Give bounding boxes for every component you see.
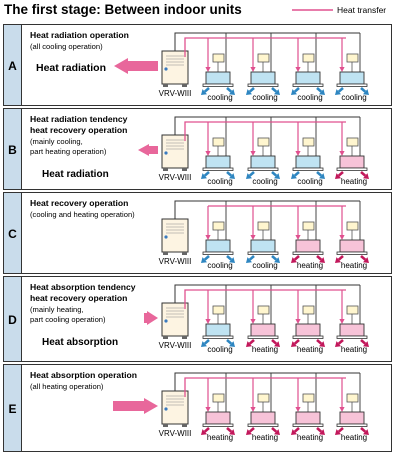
airflow-arrow-right-shaft bbox=[272, 256, 276, 260]
outdoor-unit-foot bbox=[182, 252, 187, 255]
airflow-arrow-left-shaft bbox=[205, 340, 209, 344]
mode-title: Heat absorption operation bbox=[30, 370, 137, 380]
indoor-unit-panel bbox=[293, 424, 323, 427]
remote-controller bbox=[347, 138, 358, 146]
airflow-arrow-right-shaft bbox=[272, 428, 276, 432]
heat-action-label: Heat radiation bbox=[36, 62, 107, 74]
indoor-unit bbox=[340, 412, 364, 424]
outdoor-unit-label: VRV-WIII bbox=[158, 429, 192, 438]
airflow-arrow-right-shaft bbox=[227, 88, 231, 92]
indoor-unit-panel bbox=[203, 336, 233, 339]
row-letter: D bbox=[8, 313, 17, 327]
heat-flow-arrow bbox=[114, 58, 158, 74]
indoor-unit bbox=[251, 324, 275, 336]
indoor-unit-panel bbox=[293, 252, 323, 255]
remote-controller bbox=[347, 394, 358, 402]
heat-transfer-arrowhead bbox=[205, 235, 210, 240]
unit-mode-label: cooling bbox=[207, 93, 233, 102]
heat-transfer-arrowhead bbox=[339, 67, 344, 72]
indoor-unit bbox=[251, 240, 275, 252]
airflow-arrow-right-shaft bbox=[361, 88, 365, 92]
airflow-arrow-right-shaft bbox=[361, 256, 365, 260]
refrigerant-pipe bbox=[175, 201, 360, 219]
operation-row-c bbox=[4, 193, 392, 274]
airflow-arrow-left-shaft bbox=[339, 256, 343, 260]
heat-transfer-arrowhead bbox=[205, 407, 210, 412]
row-letter: E bbox=[8, 402, 17, 416]
remote-controller bbox=[303, 394, 314, 402]
indoor-unit bbox=[296, 412, 320, 424]
outdoor-unit-label: VRV-WIII bbox=[158, 341, 192, 350]
indoor-unit bbox=[206, 412, 230, 424]
airflow-arrow-left-shaft bbox=[339, 428, 343, 432]
outdoor-unit-foot bbox=[163, 168, 168, 171]
remote-controller bbox=[213, 54, 224, 62]
outdoor-unit-foot bbox=[182, 168, 187, 171]
outdoor-unit-foot bbox=[163, 424, 168, 427]
indoor-unit bbox=[206, 240, 230, 252]
unit-mode-label: heating bbox=[340, 177, 368, 186]
airflow-arrow-right-shaft bbox=[317, 88, 321, 92]
mode-title: Heat recovery operation bbox=[30, 198, 129, 208]
indoor-unit-panel bbox=[337, 84, 367, 87]
airflow-arrow-left-shaft bbox=[339, 340, 343, 344]
airflow-arrow-left-shaft bbox=[339, 172, 343, 176]
indoor-unit-panel bbox=[337, 336, 367, 339]
indoor-unit-panel bbox=[337, 424, 367, 427]
heat-transfer-arrowhead bbox=[250, 151, 255, 156]
indoor-unit bbox=[296, 240, 320, 252]
airflow-arrow-right-shaft bbox=[272, 172, 276, 176]
heat-transfer-arrowhead bbox=[295, 407, 300, 412]
airflow-arrow-right-shaft bbox=[361, 340, 365, 344]
remote-controller bbox=[213, 222, 224, 230]
indoor-unit bbox=[251, 72, 275, 84]
indoor-unit bbox=[251, 156, 275, 168]
indoor-unit-panel bbox=[203, 424, 233, 427]
unit-mode-label: cooling bbox=[207, 177, 233, 186]
mode-title: Heat radiation tendency bbox=[30, 114, 128, 124]
indoor-unit bbox=[296, 72, 320, 84]
airflow-arrow-right-shaft bbox=[317, 340, 321, 344]
airflow-arrow-left-shaft bbox=[205, 172, 209, 176]
heat-transfer-arrowhead bbox=[295, 67, 300, 72]
outdoor-unit-foot bbox=[163, 252, 168, 255]
indoor-unit bbox=[340, 240, 364, 252]
unit-mode-label: cooling bbox=[252, 93, 278, 102]
outdoor-unit-foot bbox=[163, 84, 168, 87]
airflow-arrow-right-shaft bbox=[227, 340, 231, 344]
indoor-unit bbox=[206, 324, 230, 336]
heat-flow-arrow bbox=[144, 311, 158, 325]
indoor-unit-panel bbox=[337, 168, 367, 171]
remote-controller bbox=[258, 54, 269, 62]
indoor-unit bbox=[206, 156, 230, 168]
indoor-unit bbox=[251, 412, 275, 424]
heat-transfer-arrowhead bbox=[295, 151, 300, 156]
airflow-arrow-right-shaft bbox=[361, 428, 365, 432]
indoor-unit-panel bbox=[248, 84, 278, 87]
heat-transfer-arrowhead bbox=[250, 67, 255, 72]
mode-subtitle: (all cooling operation) bbox=[30, 42, 103, 51]
unit-mode-label: heating bbox=[296, 261, 324, 270]
heat-transfer-arrowhead bbox=[339, 151, 344, 156]
airflow-arrow-right-shaft bbox=[317, 256, 321, 260]
unit-mode-label: heating bbox=[296, 345, 324, 354]
refrigerant-pipe bbox=[175, 33, 360, 51]
heat-transfer-arrowhead bbox=[250, 319, 255, 324]
airflow-arrow-right-shaft bbox=[361, 172, 365, 176]
operation-row-d bbox=[4, 277, 392, 362]
unit-mode-label: cooling bbox=[207, 261, 233, 270]
remote-controller bbox=[347, 222, 358, 230]
airflow-arrow-left-shaft bbox=[339, 88, 343, 92]
airflow-arrow-left-shaft bbox=[250, 428, 254, 432]
outdoor-unit-foot bbox=[182, 336, 187, 339]
heat-transfer-arrowhead bbox=[205, 67, 210, 72]
indoor-unit-panel bbox=[248, 252, 278, 255]
heat-transfer-arrowhead bbox=[339, 235, 344, 240]
legend-label: Heat transfer bbox=[337, 5, 387, 15]
indoor-unit bbox=[340, 156, 364, 168]
remote-controller bbox=[213, 138, 224, 146]
indoor-unit-panel bbox=[293, 84, 323, 87]
remote-controller bbox=[303, 306, 314, 314]
unit-mode-label: cooling bbox=[297, 93, 323, 102]
unit-mode-label: heating bbox=[340, 261, 368, 270]
heat-transfer-arrowhead bbox=[250, 407, 255, 412]
airflow-arrow-left-shaft bbox=[295, 88, 299, 92]
mode-subtitle: (cooling and heating operation) bbox=[30, 210, 135, 219]
diagram-title: The first stage: Between indoor units bbox=[4, 2, 242, 17]
heat-flow-arrow bbox=[113, 398, 158, 414]
outdoor-unit-indicator bbox=[164, 235, 167, 238]
indoor-unit-panel bbox=[293, 168, 323, 171]
outdoor-unit-indicator bbox=[164, 67, 167, 70]
indoor-unit-panel bbox=[337, 252, 367, 255]
heat-action-label: Heat radiation bbox=[42, 169, 109, 180]
mode-subtitle: (mainly cooling, bbox=[30, 137, 83, 146]
airflow-arrow-left-shaft bbox=[205, 88, 209, 92]
airflow-arrow-left-shaft bbox=[205, 428, 209, 432]
indoor-unit bbox=[296, 156, 320, 168]
mode-subtitle: (all heating operation) bbox=[30, 382, 104, 391]
indoor-unit-panel bbox=[248, 336, 278, 339]
refrigerant-pipe bbox=[175, 117, 360, 135]
remote-controller bbox=[303, 222, 314, 230]
airflow-arrow-left-shaft bbox=[250, 172, 254, 176]
airflow-arrow-left-shaft bbox=[295, 172, 299, 176]
unit-mode-label: heating bbox=[340, 433, 368, 442]
heat-transfer-arrowhead bbox=[295, 235, 300, 240]
airflow-arrow-right-shaft bbox=[317, 428, 321, 432]
unit-mode-label: heating bbox=[251, 433, 279, 442]
airflow-arrow-right-shaft bbox=[227, 428, 231, 432]
heat-transfer-arrowhead bbox=[205, 151, 210, 156]
outdoor-unit-indicator bbox=[164, 319, 167, 322]
indoor-unit-panel bbox=[203, 84, 233, 87]
operation-row-a bbox=[4, 25, 392, 106]
indoor-unit bbox=[340, 324, 364, 336]
heat-transfer-arrowhead bbox=[205, 319, 210, 324]
heat-flow-arrow bbox=[138, 144, 158, 156]
heat-transfer-arrowhead bbox=[339, 407, 344, 412]
remote-controller bbox=[303, 54, 314, 62]
airflow-arrow-right-shaft bbox=[227, 172, 231, 176]
remote-controller bbox=[347, 306, 358, 314]
airflow-arrow-left-shaft bbox=[205, 256, 209, 260]
airflow-arrow-right-shaft bbox=[227, 256, 231, 260]
unit-mode-label: heating bbox=[296, 433, 324, 442]
indoor-unit bbox=[340, 72, 364, 84]
airflow-arrow-left-shaft bbox=[250, 88, 254, 92]
unit-mode-label: cooling bbox=[341, 93, 367, 102]
airflow-arrow-right-shaft bbox=[317, 172, 321, 176]
outdoor-unit-label: VRV-WIII bbox=[158, 89, 192, 98]
unit-mode-label: heating bbox=[251, 345, 279, 354]
refrigerant-pipe bbox=[175, 373, 360, 391]
operation-row-e bbox=[4, 365, 392, 452]
operation-row-b bbox=[4, 109, 392, 190]
remote-controller bbox=[213, 394, 224, 402]
remote-controller bbox=[347, 54, 358, 62]
indoor-unit-panel bbox=[203, 168, 233, 171]
outdoor-unit-indicator bbox=[164, 151, 167, 154]
mode-subtitle: (mainly heating, bbox=[30, 305, 84, 314]
remote-controller bbox=[303, 138, 314, 146]
heat-transfer-arrowhead bbox=[250, 235, 255, 240]
mode-title: heat recovery operation bbox=[30, 125, 128, 135]
outdoor-unit-foot bbox=[182, 424, 187, 427]
airflow-arrow-left-shaft bbox=[295, 340, 299, 344]
outdoor-unit-foot bbox=[182, 84, 187, 87]
remote-controller bbox=[258, 138, 269, 146]
mode-subtitle: part heating operation) bbox=[30, 147, 107, 156]
unit-mode-label: cooling bbox=[252, 177, 278, 186]
airflow-arrow-right-shaft bbox=[272, 88, 276, 92]
indoor-unit-panel bbox=[248, 168, 278, 171]
remote-controller bbox=[258, 306, 269, 314]
indoor-unit bbox=[296, 324, 320, 336]
airflow-arrow-right-shaft bbox=[272, 340, 276, 344]
row-letter: A bbox=[8, 59, 17, 73]
remote-controller bbox=[258, 394, 269, 402]
indoor-unit bbox=[206, 72, 230, 84]
airflow-arrow-left-shaft bbox=[250, 340, 254, 344]
indoor-unit-panel bbox=[248, 424, 278, 427]
airflow-arrow-left-shaft bbox=[295, 428, 299, 432]
unit-mode-label: heating bbox=[206, 433, 234, 442]
remote-controller bbox=[258, 222, 269, 230]
mode-title: Heat absorption tendency bbox=[30, 282, 136, 292]
unit-mode-label: cooling bbox=[207, 345, 233, 354]
outdoor-unit-label: VRV-WIII bbox=[158, 173, 192, 182]
heat-transfer-arrowhead bbox=[295, 319, 300, 324]
unit-mode-label: cooling bbox=[252, 261, 278, 270]
row-letter: B bbox=[8, 143, 17, 157]
remote-controller bbox=[213, 306, 224, 314]
mode-subtitle: part cooling operation) bbox=[30, 315, 106, 324]
outdoor-unit-foot bbox=[163, 336, 168, 339]
indoor-unit-panel bbox=[203, 252, 233, 255]
mode-title: Heat radiation operation bbox=[30, 30, 129, 40]
airflow-arrow-left-shaft bbox=[250, 256, 254, 260]
outdoor-unit-label: VRV-WIII bbox=[158, 257, 192, 266]
row-letter: C bbox=[8, 227, 17, 241]
unit-mode-label: cooling bbox=[297, 177, 323, 186]
heat-transfer-arrowhead bbox=[339, 319, 344, 324]
airflow-arrow-left-shaft bbox=[295, 256, 299, 260]
operation-rows bbox=[4, 25, 392, 452]
outdoor-unit-indicator bbox=[164, 407, 167, 410]
mode-title: heat recovery operation bbox=[30, 293, 128, 303]
unit-mode-label: heating bbox=[340, 345, 368, 354]
indoor-unit-panel bbox=[293, 336, 323, 339]
refrigerant-pipe bbox=[175, 285, 360, 303]
heat-action-label: Heat absorption bbox=[42, 337, 119, 348]
